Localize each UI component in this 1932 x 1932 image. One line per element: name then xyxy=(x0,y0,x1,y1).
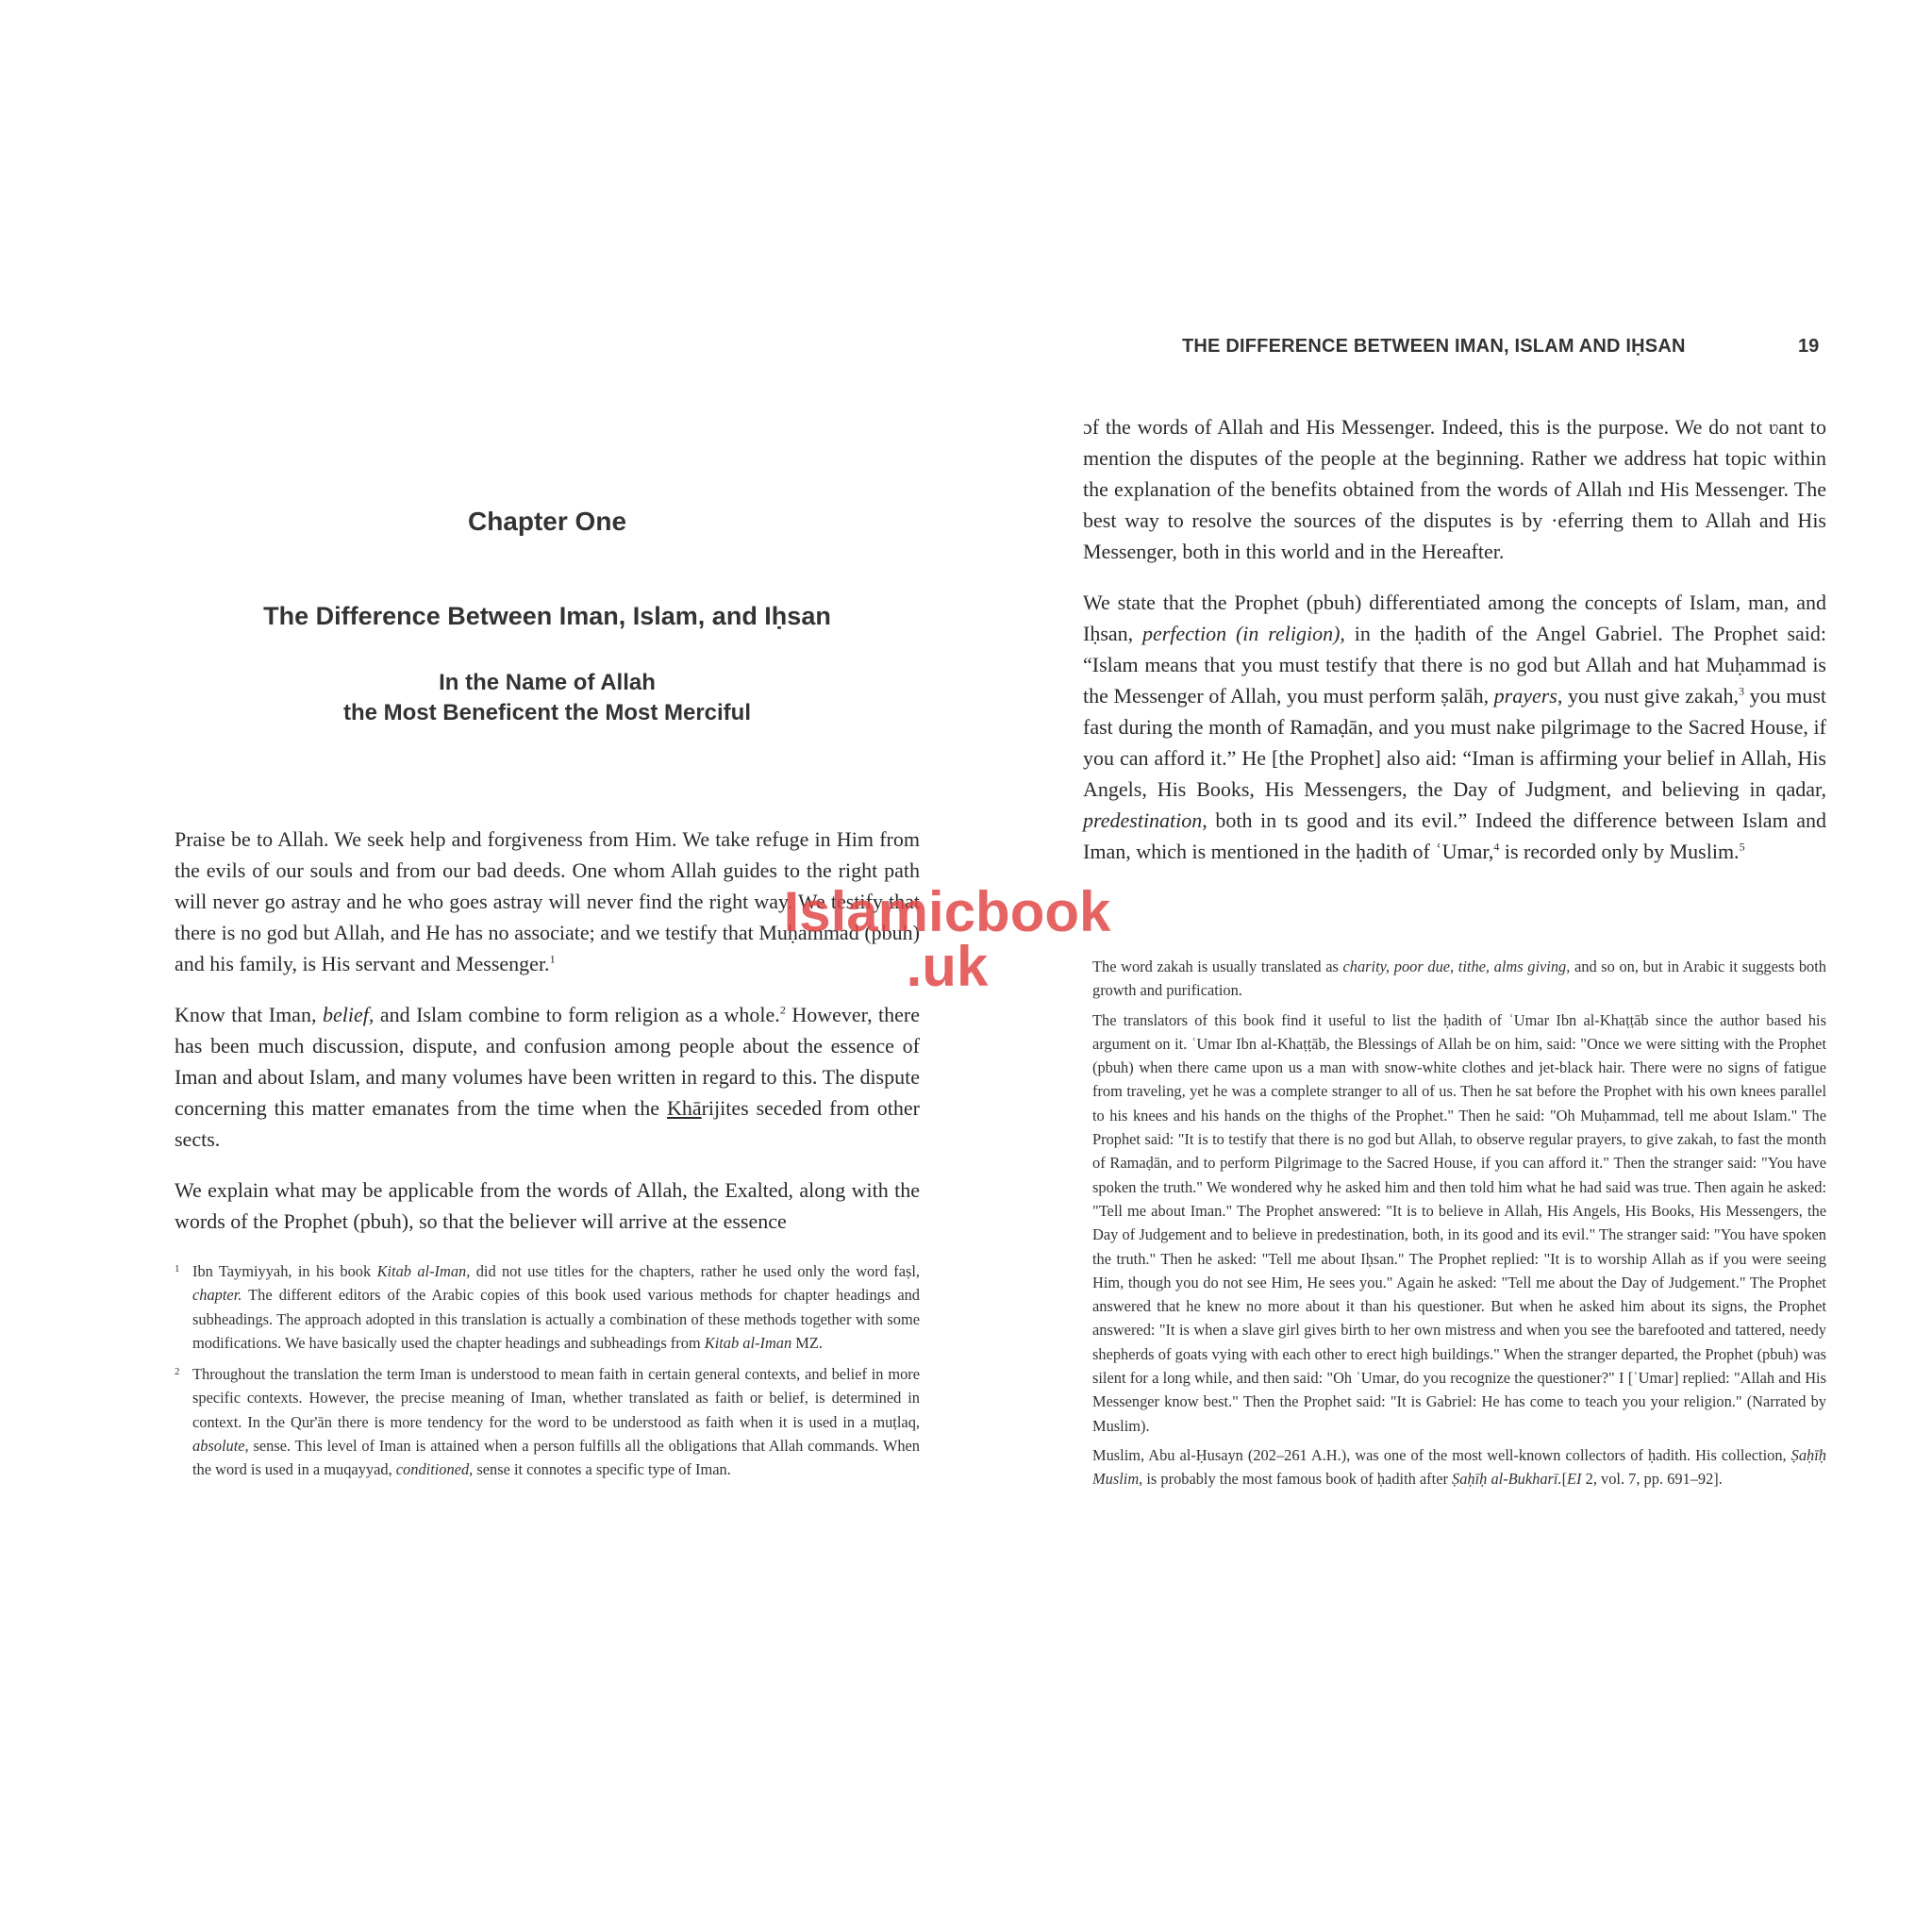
paragraph-we-explain: We explain what may be applicable from the words of Allah, the Exalted, along with the words of the Prophet (pbuh), so that the believer will arrive at the essence xyxy=(175,1178,920,1233)
fn3-t1: The word zakah is usually translated as xyxy=(1092,958,1343,975)
fn5-i1: Ṣaḥīḥ Muslim, xyxy=(1092,1445,1826,1489)
footnote-ref-5: 5 xyxy=(1739,840,1745,854)
paragraph-know-that xyxy=(175,999,920,1155)
p2-kharijites: Khā xyxy=(666,1096,702,1120)
rp2-h: both in ts good and its evil.” Indeed the difference between Islam and Iman, which is mentioned in the ḥadith of ʿUmar, xyxy=(1083,808,1826,863)
fn1-t2: did not use titles for the chapters, rather he used only the word faṣl, xyxy=(470,1262,920,1280)
p2-body: However, there has been much discussion, dispute, and confusion among people about the essence of Iman and about Islam, and many volumes have been written in regard to this. The dispute concerning this matter emanates from the time when the xyxy=(175,1003,921,1120)
rp2-a: We state that the Prophet (pbuh) differentiated among the concepts of Islam, man, and Iḥsan, xyxy=(1083,591,1826,645)
left-footnotes xyxy=(175,1259,920,1490)
rp2-i: is recorded only by Muslim. xyxy=(1499,840,1740,863)
rp2-d: prayers, xyxy=(1493,684,1563,708)
basmala-line-2: the Most Beneficent the Most Merciful xyxy=(342,700,752,725)
rp2-c: in the ḥadith of the Angel Gabriel. The Prophet said: “Islam means that you must testify that there is no god but Allah and hat Muḥammad is the Messenger of Allah, you must perform ṣalāh, xyxy=(1083,622,1827,708)
chapter-label: Chapter One xyxy=(467,507,627,536)
fn3-t2: and so on, but in Arabic it suggests both growth and purification. xyxy=(1092,958,1826,1000)
fn2-t1: Throughout the translation the term Iman is understood to mean faith in certain general contexts, and belief in more specific contexts. However, the precise meaning of Iman, whether translated as faith or belief, is determined in context. In the Qur'ān there is more tendency for the word to be understood as faith when it is used in a muṭlaq, xyxy=(192,1365,920,1431)
running-head: THE DIFFERENCE BETWEEN IMAN, ISLAM AND IḤSAN xyxy=(1182,336,1686,357)
footnote-4: The translators of this book find it useful to list the ḥadith of ʿUmar Ibn al-Khaṭṭāb since the author based his argument on it. ʿUmar Ibn al-Khaṭṭāb, the Blessings of Allah be on him, said: "Once we were sitting with the Prophet (pbuh) when there came upon us a man with snow-white clothes and jet-black hair. There were no signs of fatigue from traveling, yet he was a complete stranger to all of us. Then he sat before the Prophet with his own knees parallel to his knees and his hands on the thighs of the Prophet." Then he said: "Oh Muḥammad, tell me about Islam." The Prophet said: "It is to testify that there is no god but Allah, to observe regular prayers, to give zakah, to fast the month of Ramaḍān, and to perform Pilgrimage to the Sacred House, if you can afford it." Then the stranger said: "You have spoken the truth." We wondered why he asked him and then told him what he had said was true. Then again he asked: "Tell me about Iman." The Prophet answered: "It is to believe in Allah, His Angels, His Books, His Messengers, the Day of Judgement and to believe in predestination, both, in its good and its evil." The stranger said: "You have spoken the truth." Then he asked: "Tell me about Iḥsan." The Prophet replied: "It is to worship Allah as if you were seeing Him, though you do not see Him, He sees you." Again he asked: "Tell me about the Day of Judgement." The Prophet answered that he knew no more about it than his questioner. But when he asked him about its signs, the Prophet answered: "It is when a slave girl gives birth to her own mistress and when you see the barefooted and tattered, needy shepherds of goats vying with each other to erect high buildings." When the stranger departed, the Prophet (pbuh) was silent for a long while, and then said: "Oh ʿUmar, do you recognize the questioner?" I [ʿUmar] replied: "Allah and His Messenger know best." Then the Prophet said: "It is Gabriel: He has come to teach you your religion." (Narrated by Muslim). xyxy=(1092,1010,1826,1435)
fn5-t4: 2, vol. 7, pp. 691–92]. xyxy=(1581,1470,1723,1489)
rp2-g: predestination, xyxy=(1083,808,1208,832)
page-number: 19 xyxy=(1798,336,1820,357)
fn2-t2: sense. This level of Iman is attained when a person fulfills all the obligations that Allah commands. When the word is used in a muqayyad, xyxy=(192,1437,920,1479)
p2-kharijites-rest: rijites seceded from other sects. xyxy=(175,1096,920,1151)
fn5-i2: Ṣaḥīḥ al-Bukharī. xyxy=(1452,1470,1562,1489)
footnote-ref-4: 4 xyxy=(1493,840,1500,854)
paragraph-we-state xyxy=(1083,587,1826,867)
right-footnotes xyxy=(1092,955,1826,1497)
footnote-ref-3: 3 xyxy=(1739,684,1745,698)
basmala-line-1: In the Name of Allah xyxy=(439,670,656,695)
footnote-2 xyxy=(175,1362,920,1481)
footnote-ref-1: 1 xyxy=(549,952,556,966)
watermark-line-2: .uk xyxy=(906,935,989,998)
fn1-t4: MZ. xyxy=(791,1333,823,1352)
footnote-2-number: 2 xyxy=(175,1366,180,1378)
watermark-line-1: Islamicbook xyxy=(783,880,1111,943)
fn2-t3: sense it connotes a specific type of Iman. xyxy=(473,1460,731,1479)
paragraph-praise-text: Praise be to Allah. We seek help and forgiveness from Him. We take refuge in Him from the evils of our souls and from our bad deeds. One whom Allah guides to the right path will never go astray and he who goes astray will never find the right way. We testify that there is no god but Allah, and He has no associate; and we testify that Muḥammad (pbuh) and his family, is His servant and Messenger. xyxy=(175,827,920,975)
basmala-heading xyxy=(175,668,920,728)
footnote-3 xyxy=(1092,955,1826,1003)
fn5-i3: EI xyxy=(1567,1470,1582,1489)
footnote-1 xyxy=(175,1259,920,1355)
watermark xyxy=(768,880,1126,998)
rp2-f: you must fast during the month of Ramaḍān, and you must nake pilgrimage to the Sacred House, if you can afford it.” He [the Prophet] also aid: “Iman is affirming your belief in Allah, His Angels, His Books, His Messengers, the Day of Judgment, and believing in qadar, xyxy=(1083,684,1826,801)
fn1-i1: Kitab al-Iman, xyxy=(376,1262,471,1280)
right-body-text xyxy=(1083,411,1826,887)
p2-belief: belief, xyxy=(322,1003,375,1026)
footnote-1-number: 1 xyxy=(175,1263,180,1274)
chapter-title: The Difference Between Iman, Islam, and Iḥsan xyxy=(263,602,831,630)
fn2-i1: absolute, xyxy=(192,1437,249,1456)
fn5-t3: [ xyxy=(1561,1470,1568,1489)
rp2-b: perfection (in religion), xyxy=(1141,622,1345,645)
footnote-ref-2: 2 xyxy=(779,1003,786,1017)
fn5-t2: is probably the most famous book of ḥadith after xyxy=(1142,1470,1453,1489)
p2-mid: and Islam combine to form religion as a whole. xyxy=(374,1003,780,1026)
fn1-i2: chapter. xyxy=(192,1286,242,1305)
p2-lead: Know that Iman, xyxy=(175,1003,323,1026)
footnote-5 xyxy=(1092,1443,1826,1491)
fn3-i1: charity, poor due, tithe, alms giving, xyxy=(1342,958,1571,975)
rp2-e: you nust give zakah, xyxy=(1562,684,1740,708)
fn5-t1: Muslim, Abu al-Ḥusayn (202–261 A.H.), was one of the most well-known collectors of ḥadith. His collection, xyxy=(1092,1445,1791,1464)
fn2-i2: conditioned, xyxy=(395,1460,474,1479)
fn1-t3: The different editors of the Arabic copies of this book used various methods for chapter headings and subheadings. The approach adopted in this translation is actually a combination of these methods together with some modifications. We have basically used the chapter headings and subheadings from xyxy=(192,1286,920,1352)
fn1-i3: Kitab al-Iman xyxy=(704,1333,792,1352)
fn1-t1: Ibn Taymiyyah, in his book xyxy=(192,1262,377,1280)
paragraph-of-the-words: ɔf the words of Allah and His Messenger. Indeed, this is the purpose. We do not ʋant to mention the disputes of the people at the beginning. Rather we address hat topic within the explanation of the benefits obtained from the words of Allah ınd His Messenger. The best way to resolve the sources of the disputes is by ·eferring them to Allah and His Messenger, both in this world and in the Hereafter. xyxy=(1083,415,1826,563)
